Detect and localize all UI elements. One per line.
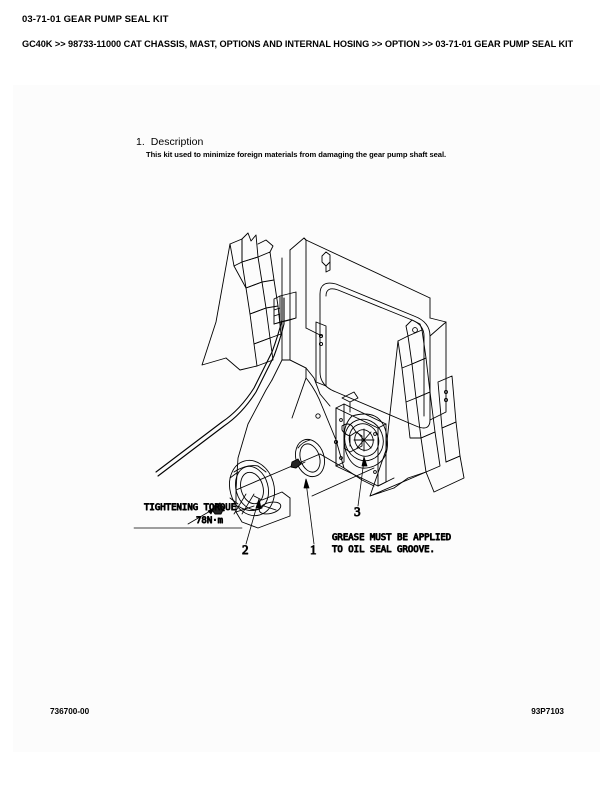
footer-figure-number: 93P7103 bbox=[531, 707, 564, 716]
section-title: Description bbox=[150, 136, 204, 148]
callout-3-label: 3 bbox=[354, 504, 361, 519]
right-side-plate-icon bbox=[370, 376, 464, 496]
footer-document-number: 736700-00 bbox=[50, 707, 90, 716]
mount-block-icon bbox=[274, 292, 296, 324]
callout-2-label: 2 bbox=[242, 542, 249, 557]
tightening-torque-value: 78N·m bbox=[196, 516, 224, 526]
section-number: 1. bbox=[136, 136, 145, 148]
chassis-back-panel-icon bbox=[282, 238, 430, 368]
right-mast-rail-icon bbox=[370, 320, 440, 496]
hydraulic-hose-icon bbox=[156, 296, 284, 476]
center-rib-icon bbox=[316, 322, 326, 386]
screw-part-icon bbox=[291, 459, 305, 468]
breadcrumb: GC40K >> 98733-11000 CAT CHASSIS, MAST, OPTIONS AND INTERNAL HOSING >> OPTION >> 03-71-01 GEAR PUMP SEAL KIT bbox=[22, 39, 574, 49]
left-mast-rail-icon bbox=[202, 233, 281, 370]
leader-lines bbox=[134, 457, 367, 544]
grease-note-line-2: TO OIL SEAL GROOVE. bbox=[332, 545, 435, 555]
section-heading-description bbox=[136, 136, 203, 148]
grease-note-line-1: GREASE MUST BE APPLIED bbox=[332, 533, 452, 543]
page-title: 03-71-01 GEAR PUMP SEAL KIT bbox=[22, 14, 169, 25]
gear-pump-assembly-icon bbox=[312, 392, 394, 496]
description-text: This kit used to minimize foreign materials from damaging the gear pump shaft seal. bbox=[146, 150, 447, 159]
parts-exploded-diagram bbox=[130, 210, 490, 570]
callout-1-label: 1 bbox=[310, 542, 317, 557]
tightening-torque-label: TIGHTENING TORQUE bbox=[144, 503, 237, 513]
